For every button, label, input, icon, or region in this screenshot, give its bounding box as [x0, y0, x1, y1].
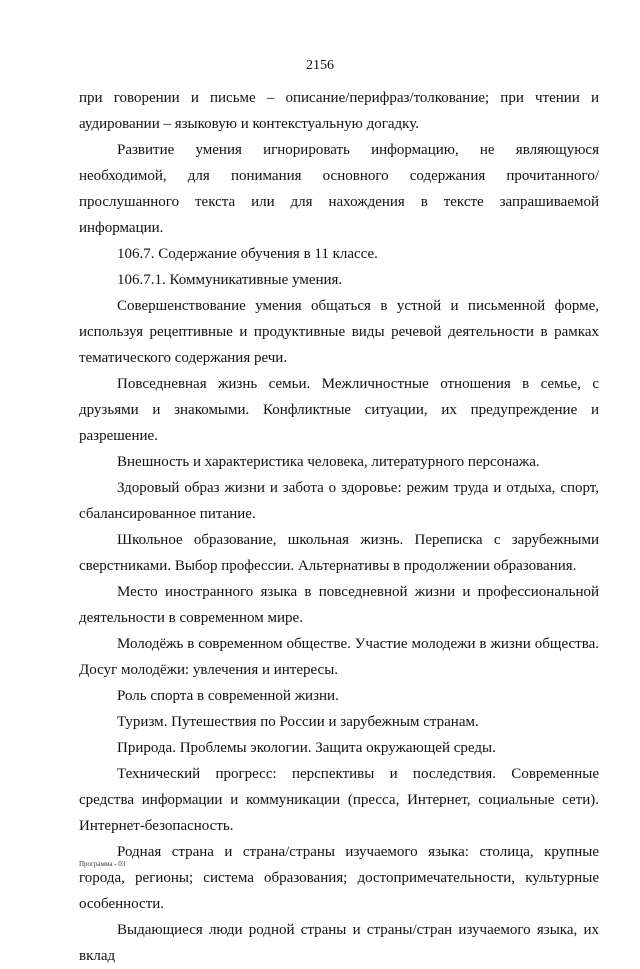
subsection-heading-106-7-1: 106.7.1. Коммуникативные умения.: [117, 272, 343, 288]
document-body: [79, 85, 599, 969]
paragraph-appearance: Внешность и характеристика человека, литературного персонажа.: [117, 454, 540, 470]
paragraph-youth: Молодёжь в современном обществе. Участие молодежи в жизни общества. Досуг молодёжи: увлечения и интересы.: [79, 636, 599, 678]
paragraph-outstanding-people: Выдающиеся люди родной страны и страны/стран изучаемого языка, их вклад: [79, 922, 599, 964]
paragraph-foreign-language-role: Место иностранного языка в повседневной жизни и профессиональной деятельности в современном мире.: [79, 584, 599, 626]
paragraph-school-education: Школьное образование, школьная жизнь. Переписка с зарубежными сверстниками. Выбор профессии. Альтернативы в продолжении образования.: [79, 532, 599, 574]
paragraph-tourism: Туризм. Путешествия по России и зарубежным странам.: [117, 714, 479, 730]
paragraph-nature: Природа. Проблемы экологии. Защита окружающей среды.: [117, 740, 496, 756]
paragraph-ignore-info: Развитие умения игнорировать информацию, не являющуюся необходимой, для понимания основного содержания прочитанного/прослушанного текста или для нахождения в тексте запрашиваемой информации.: [79, 142, 599, 236]
page-number: 2156: [306, 58, 334, 73]
section-heading-106-7: 106.7. Содержание обучения в 11 классе.: [117, 246, 378, 262]
paragraph-family-life: Повседневная жизнь семьи. Межличностные отношения в семье, с друзьями и знакомыми. Конфликтные ситуации, их предупреждение и разрешение.: [79, 376, 599, 444]
paragraph-native-country: Родная страна и страна/страны изучаемого языка: столица, крупные города, регионы; система образования; достопримечательности, культурные особенности.: [79, 844, 599, 912]
paragraph-healthy-lifestyle: Здоровый образ жизни и забота о здоровье: режим труда и отдыха, спорт, сбалансированное питание.: [79, 480, 599, 522]
paragraph-sport: Роль спорта в современной жизни.: [117, 688, 339, 704]
paragraph-communication-skills: Совершенствование умения общаться в устной и письменной форме, используя рецептивные и продуктивные виды речевой деятельности в рамках тематического содержания речи.: [79, 298, 599, 366]
page-footer: Программа - 03: [79, 860, 126, 868]
paragraph-speaking-writing: при говорении и письме – описание/перифраз/толкование; при чтении и аудировании – языковую и контекстуальную догадку.: [79, 90, 599, 132]
paragraph-technical-progress: Технический прогресс: перспективы и последствия. Современные средства информации и коммуникации (пресса, Интернет, социальные сети). Интернет-безопасность.: [79, 766, 599, 834]
